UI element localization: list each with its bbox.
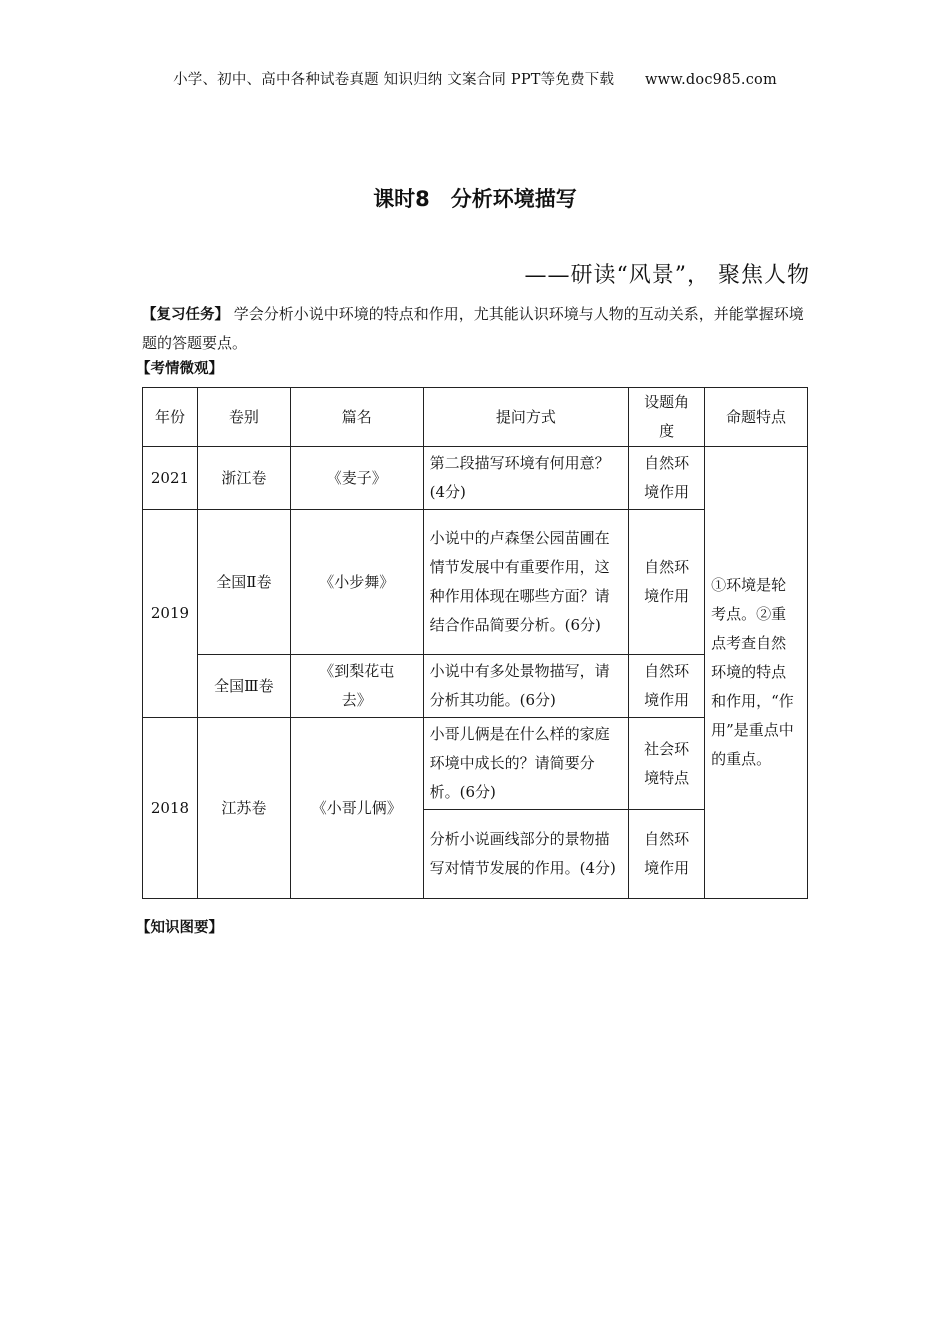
year-cell: 2021 (143, 447, 198, 510)
lesson-subtitle: ——研读“风景”， 聚焦人物 (524, 263, 810, 288)
paper-cell: 全国Ⅱ卷 (197, 510, 290, 655)
angle-cell: 自然环境作用 (629, 510, 705, 655)
paper-cell: 江苏卷 (197, 718, 290, 899)
question-cell: 小说中有多处景物描写，请分析其功能。(6分) (423, 655, 629, 718)
page-header (0, 68, 950, 89)
header-text: 小学、初中、高中各种试卷真题 知识归纳 文案合同 PPT等免费下载 (173, 72, 615, 88)
header-cell: 卷别 (197, 388, 290, 447)
table-header-row (143, 388, 808, 447)
question-cell: 分析小说画线部分的景物描写对情节发展的作用。(4分) (423, 810, 629, 899)
angle-cell: 自然环境作用 (629, 655, 705, 718)
exam-section-label: 【考情微观】 (136, 361, 223, 377)
title-cell: 《到梨花屯去》 (290, 655, 423, 718)
title-cell: 《小步舞》 (290, 510, 423, 655)
header-cell: 年份 (143, 388, 198, 447)
title-cell: 《麦子》 (290, 447, 423, 510)
header-cell: 篇名 (290, 388, 423, 447)
question-cell: 第二段描写环境有何用意？(4分) (423, 447, 629, 510)
knowledge-section-label: 【知识图要】 (136, 920, 223, 936)
header-cell: 命题特点 (705, 388, 808, 447)
year-cell: 2018 (143, 718, 198, 899)
review-task-label: 【复习任务】 (142, 307, 229, 323)
angle-cell: 自然环境作用 (629, 810, 705, 899)
question-cell: 小说中的卢森堡公园苗圃在情节发展中有重要作用，这种作用体现在哪些方面？请结合作品简要分析。(6分) (423, 510, 629, 655)
lesson-title: 课时8 分析环境描写 (373, 187, 577, 211)
feature-cell: ①环境是轮考点。②重点考查自然环境的特点和作用，“作用”是重点中的重点。 (705, 447, 808, 899)
review-task (142, 300, 810, 357)
header-site: www.doc985.com (644, 72, 777, 88)
title-cell: 《小哥儿俩》 (290, 718, 423, 899)
exam-table (142, 387, 808, 899)
review-task-text: 学会分析小说中环境的特点和作用，尤其能认识环境与人物的互动关系，并能掌握环境题的答题要点。 (142, 305, 804, 352)
question-cell: 小哥儿俩是在什么样的家庭环境中成长的？请简要分析。(6分) (423, 718, 629, 810)
table-row (143, 447, 808, 510)
angle-cell: 社会环境特点 (629, 718, 705, 810)
header-cell: 设题角度 (629, 388, 705, 447)
angle-cell: 自然环境作用 (629, 447, 705, 510)
header-cell: 提问方式 (423, 388, 629, 447)
year-cell: 2019 (143, 510, 198, 718)
paper-cell: 浙江卷 (197, 447, 290, 510)
paper-cell: 全国Ⅲ卷 (197, 655, 290, 718)
